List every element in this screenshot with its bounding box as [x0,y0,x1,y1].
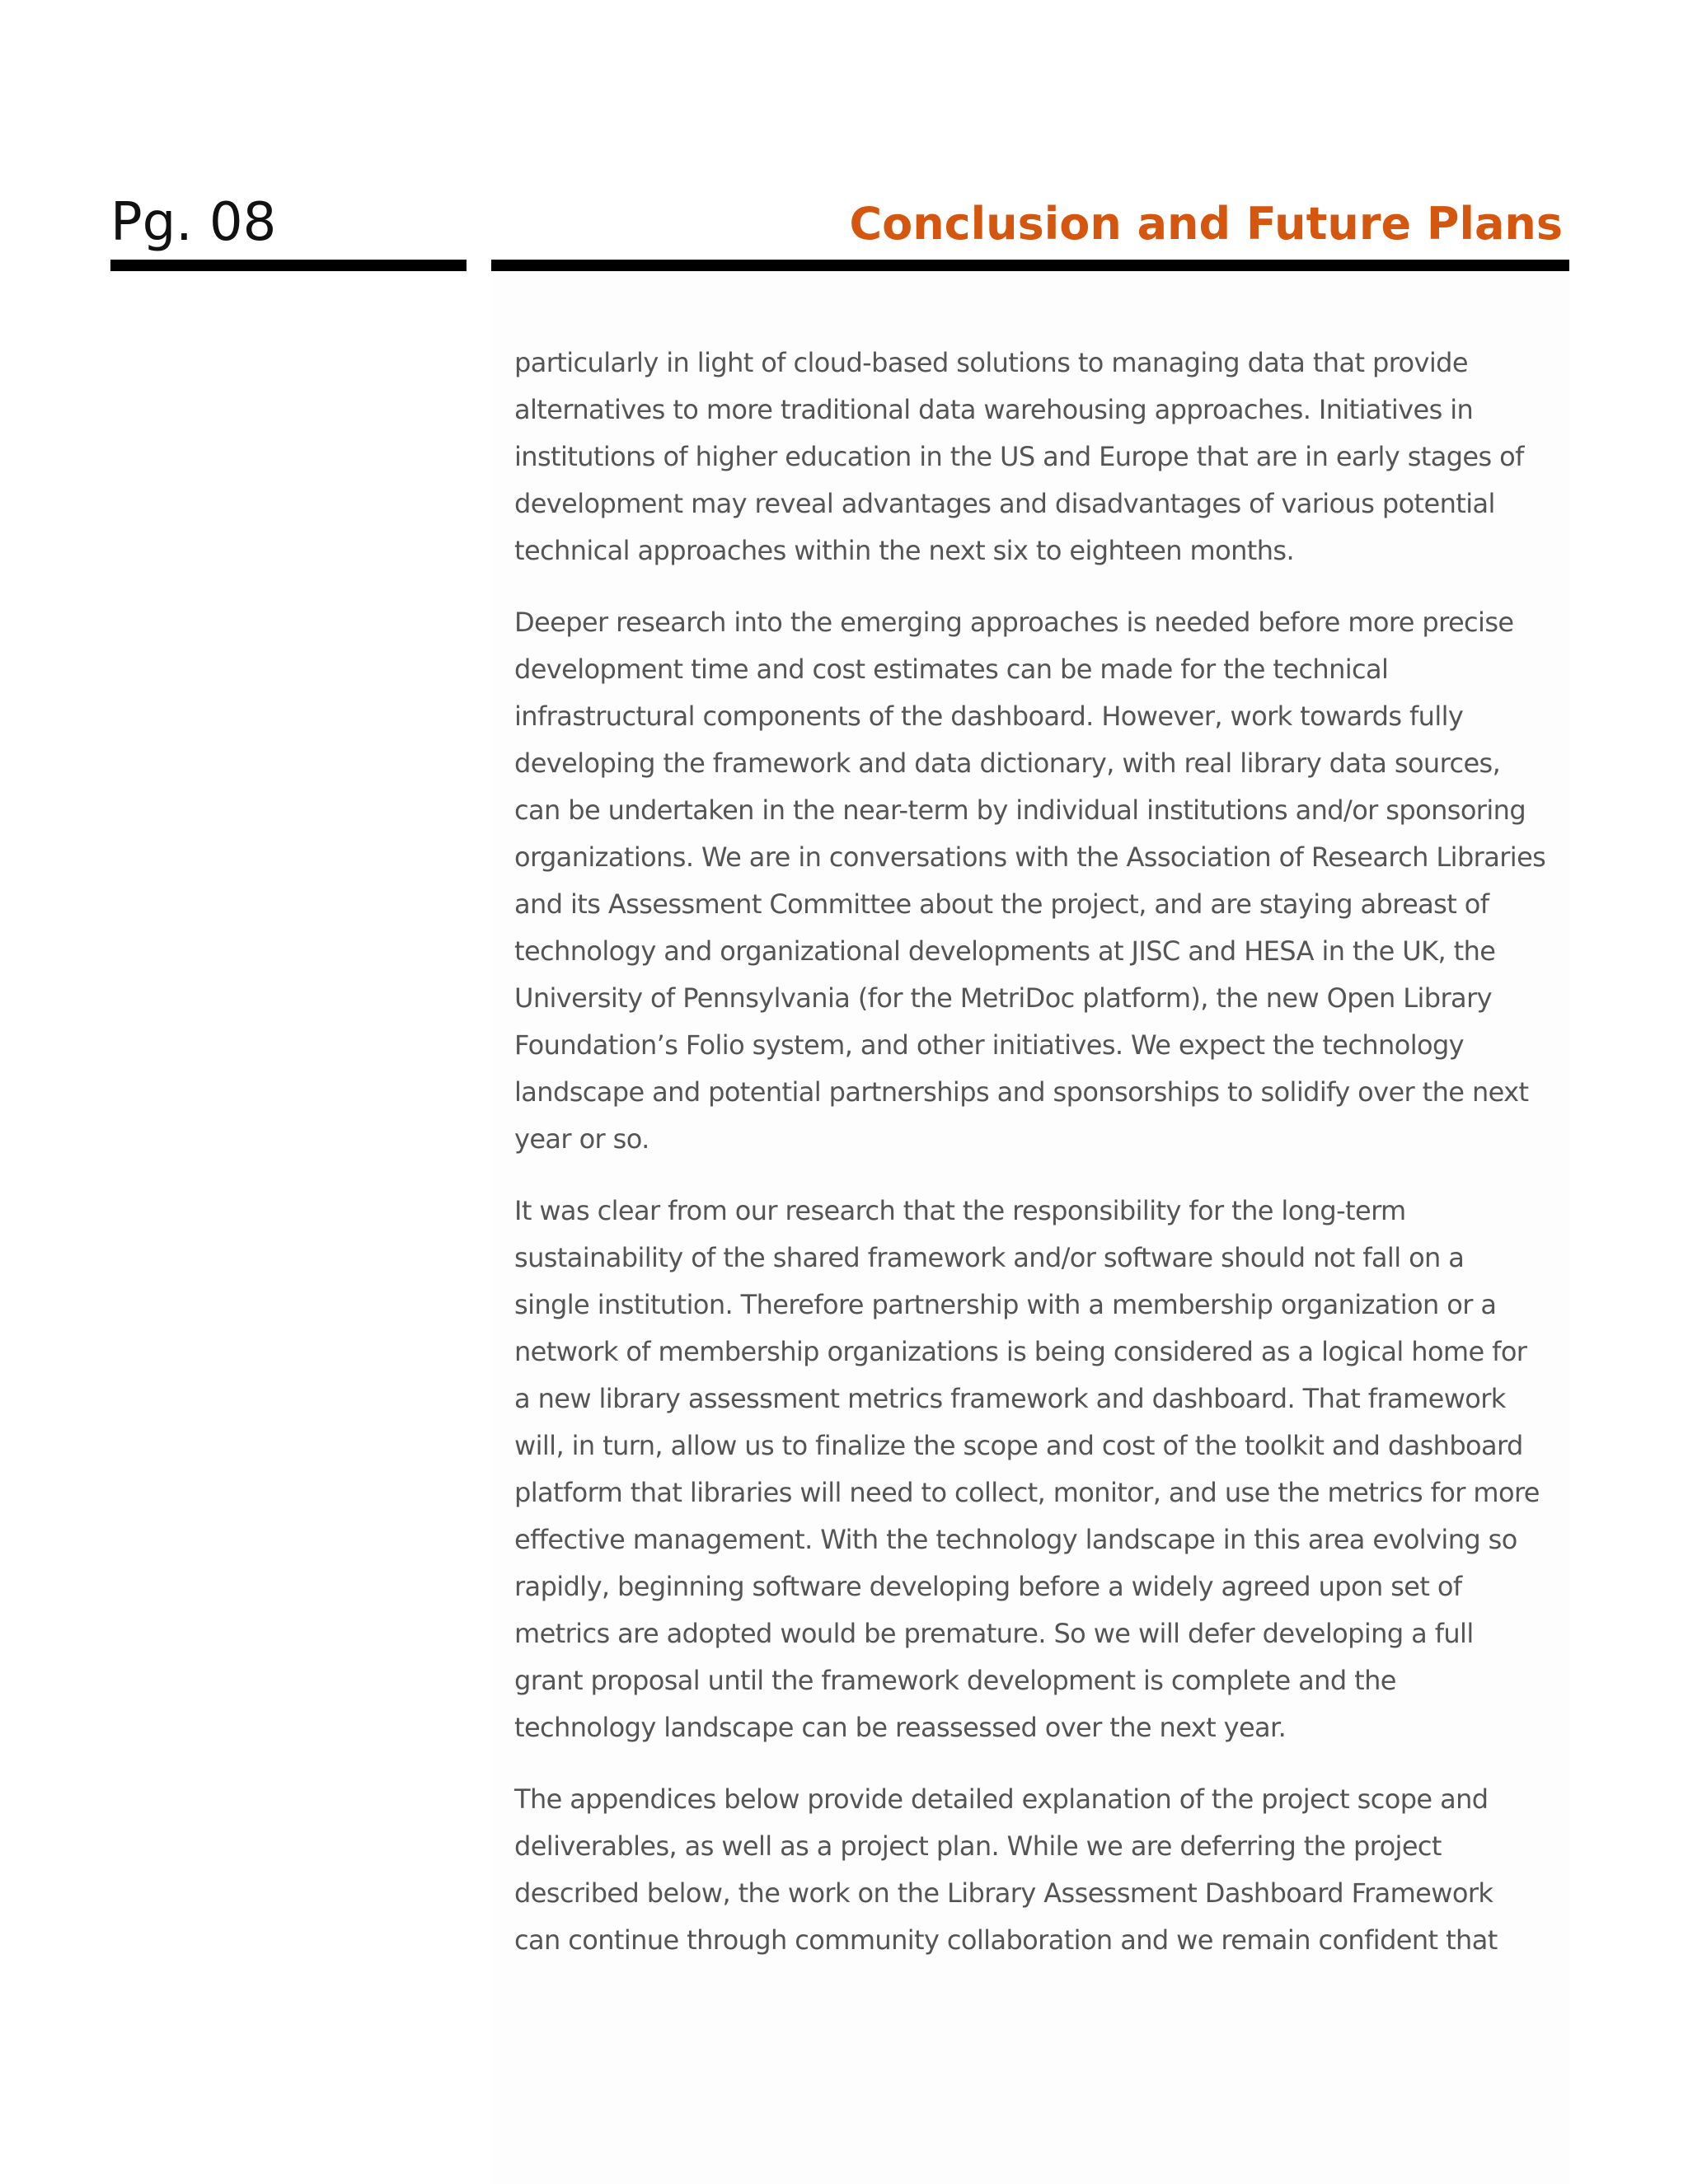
paragraph-4: The appendices below provide detailed explanation of the project scope and deliverables, as well as a project plan. While we are deferring the project described below, the work on the Library Assessment Dashboard Framework can continue through community collaboration and we remain confident that [514,1783,1498,1956]
header-rule-right [491,260,1569,271]
body-text [514,340,1586,1989]
paragraph-3: It was clear from our research that the responsibility for the long-term sustainability of the shared framework and/or software should not fall on a single institution. Therefore partnership with a membership organization or a network of membership organizations is being considered as a logical home for a new library assessment metrics framework and dashboard. That framework will, in turn, allow us to finalize the scope and cost of the toolkit and dashboard platform that libraries will need to collect, monitor, and use the metrics for more effective management. With the technology landscape in this area evolving so rapidly, beginning software developing before a widely agreed upon set of metrics are adopted would be premature. So we will defer developing a full grant proposal until the framework development is complete and the technology landscape can be reassessed over the next year. [514,1195,1540,1743]
paragraph-1: particularly in light of cloud-based solutions to managing data that provide alternatives to more traditional data warehousing approaches. Initiatives in institutions of higher education in the US and Europe that are in early stages of development may reveal advantages and disadvantages of various potential technical approaches within the next six to eighteen months. [514,347,1524,566]
header-rule-left [110,260,467,271]
page-number: Pg. 08 [110,192,277,253]
page-title: Conclusion and Future Plans [849,198,1563,250]
paragraph-2: Deeper research into the emerging approaches is needed before more precise development time and cost estimates can be made for the technical infrastructural components of the dashboard. However, work towards fully developing the framework and data dictionary, with real library data sources, can be undertaken in the near-term by individual institutions and/or sponsoring organizations. We are in conversations with the Association of Research Libraries and its Assessment Committee about the project, and are staying abreast of technology and organizational developments at JISC and HESA in the UK, the University of Pennsylvania (for the MetriDoc platform), the new Open Library Foundation’s Folio system, and other initiatives. We expect the technology landscape and potential partnerships and sponsorships to solidify over the next year or so. [514,607,1546,1155]
